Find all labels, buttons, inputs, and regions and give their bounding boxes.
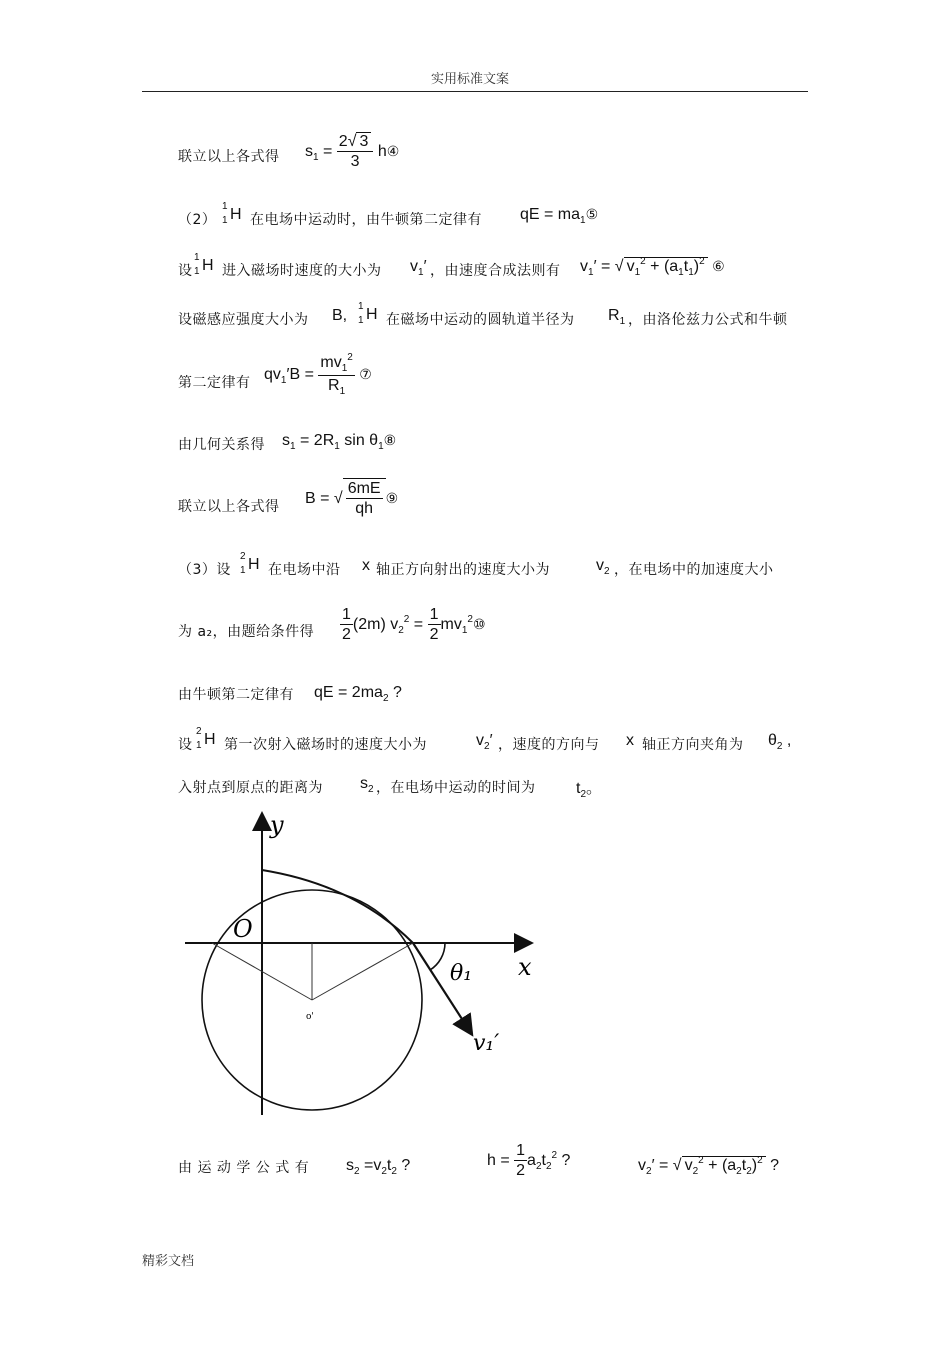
equation-s1: $s_1$ = $\frac{2√ 3}{3}$ h④	[305, 133, 400, 171]
line-11-text-b: 第一次射入磁场时的速度大小为	[224, 737, 427, 753]
page-header: 实用标准文案	[431, 72, 510, 87]
line-4-text-b: 在磁场中运动的圆轨道半径为	[386, 312, 575, 328]
line-2-text: 在电场中运动时，由牛顿第二定律有	[250, 212, 482, 228]
velocity-label: v₁′	[473, 1031, 500, 1056]
nuclide-2H-a: 2 1 H	[240, 551, 260, 576]
equation-qE-2ma2: qE = $2ma_2$ ?	[314, 684, 402, 704]
line-11-text-a: 设	[178, 737, 193, 753]
line-12-text-b: ，在电场中运动的时间为	[376, 780, 536, 796]
angle-label: θ₁	[450, 961, 473, 986]
nuclide-1H-a: 1 1 H	[222, 201, 242, 226]
equation-s2: $s_2 =v_2t_2$ ?	[346, 1157, 411, 1177]
equation-lorentz: $qv_1'B$ = $\frac{mv_1^2}{R_1}$ ⑦	[264, 352, 372, 397]
line-4-text-a: 设磁感应强度大小为	[178, 312, 309, 328]
line-6-text: 由几何关系得	[178, 437, 265, 453]
equation-geometry: $s_1 = 2R_1$ $\sin \theta_1⑧$	[282, 432, 397, 452]
symbol-x-a: x	[362, 557, 370, 574]
origin-label: O	[233, 915, 253, 943]
equation-h: h = $\frac{1}{2}$ $a_2t_2^2$ ?	[487, 1142, 571, 1180]
symbol-v1prime: $v_1'$	[410, 258, 427, 278]
header-rule	[142, 91, 808, 92]
symbol-t2: $t_2$。	[576, 780, 603, 800]
angle-arc	[430, 943, 445, 970]
symbol-R1: $R_1$	[608, 307, 626, 327]
line-9-text: 为 a₂，由题给条件得	[178, 624, 315, 640]
symbol-theta2: $\theta_2$ ,	[768, 732, 792, 752]
line-8-text-b: 在电场中沿	[268, 562, 341, 578]
line-3-text-c: ，由速度合成法则有	[430, 263, 561, 279]
equation-energy: $\frac{1}{2}$ (2m) $v_2^2$ = $\frac{1}{2}$ $mv_1^2⑩$	[342, 606, 486, 644]
symbol-v2: $v_2$	[596, 557, 610, 577]
line-11-text-c: ，速度的方向与	[498, 737, 600, 753]
line-8-text-d: ，在电场中的加速度大小	[614, 562, 774, 578]
line-8-text-a: （3）设	[178, 562, 231, 578]
nuclide-2H-b: 2 1 H	[196, 726, 216, 751]
line-12-text-a: 入射点到原点的距离为	[178, 780, 323, 796]
y-label: y	[270, 811, 284, 839]
line-3-text-a: 设	[178, 263, 193, 279]
parabolic-path	[262, 870, 413, 943]
line-4-text-c: ，由洛伦兹力公式和牛顿	[628, 312, 788, 328]
x-label: x	[518, 953, 532, 981]
equation-B: B = √ $\frac{6mE}{qh}$ ⑨	[305, 480, 399, 518]
line-3-text-b: 进入磁场时速度的大小为	[222, 263, 382, 279]
symbol-B: B,	[332, 307, 348, 324]
radius-right	[312, 943, 413, 1000]
nuclide-1H-c: 1 1 H	[358, 301, 378, 326]
symbol-s2: $s_2$	[360, 775, 374, 795]
symbol-v2prime: $v_2'$	[476, 732, 493, 752]
line-13-text: 由 运 动 学 公 式 有	[178, 1160, 310, 1176]
line-7-text: 联立以上各式得	[178, 499, 280, 515]
trajectory-figure	[175, 805, 545, 1125]
line-10-text: 由牛顿第二定律有	[178, 687, 294, 703]
symbol-x-b: x	[626, 732, 634, 749]
equation-v1prime: $v_1'$ = √ $v_1^2 + (a_1t_1)^2$ ⑥	[580, 256, 725, 278]
page-footer: 精彩文档	[142, 1254, 195, 1269]
equation-qE-ma1: qE = $ma_1⑤$	[520, 206, 599, 226]
center-label: o'	[306, 1012, 314, 1022]
nuclide-1H-b: 1 1 H	[194, 252, 214, 277]
equation-v2prime: $v_2'$ = √ $v_2^2 + (a_2t_2)^2$ ?	[638, 1155, 779, 1177]
line-11-text-d: 轴正方向夹角为	[642, 737, 744, 753]
line-2-label: （2）	[178, 212, 217, 228]
line-5-text: 第二定律有	[178, 375, 251, 391]
line-1-text: 联立以上各式得	[178, 149, 280, 165]
line-8-text-c: 轴正方向射出的速度大小为	[376, 562, 550, 578]
